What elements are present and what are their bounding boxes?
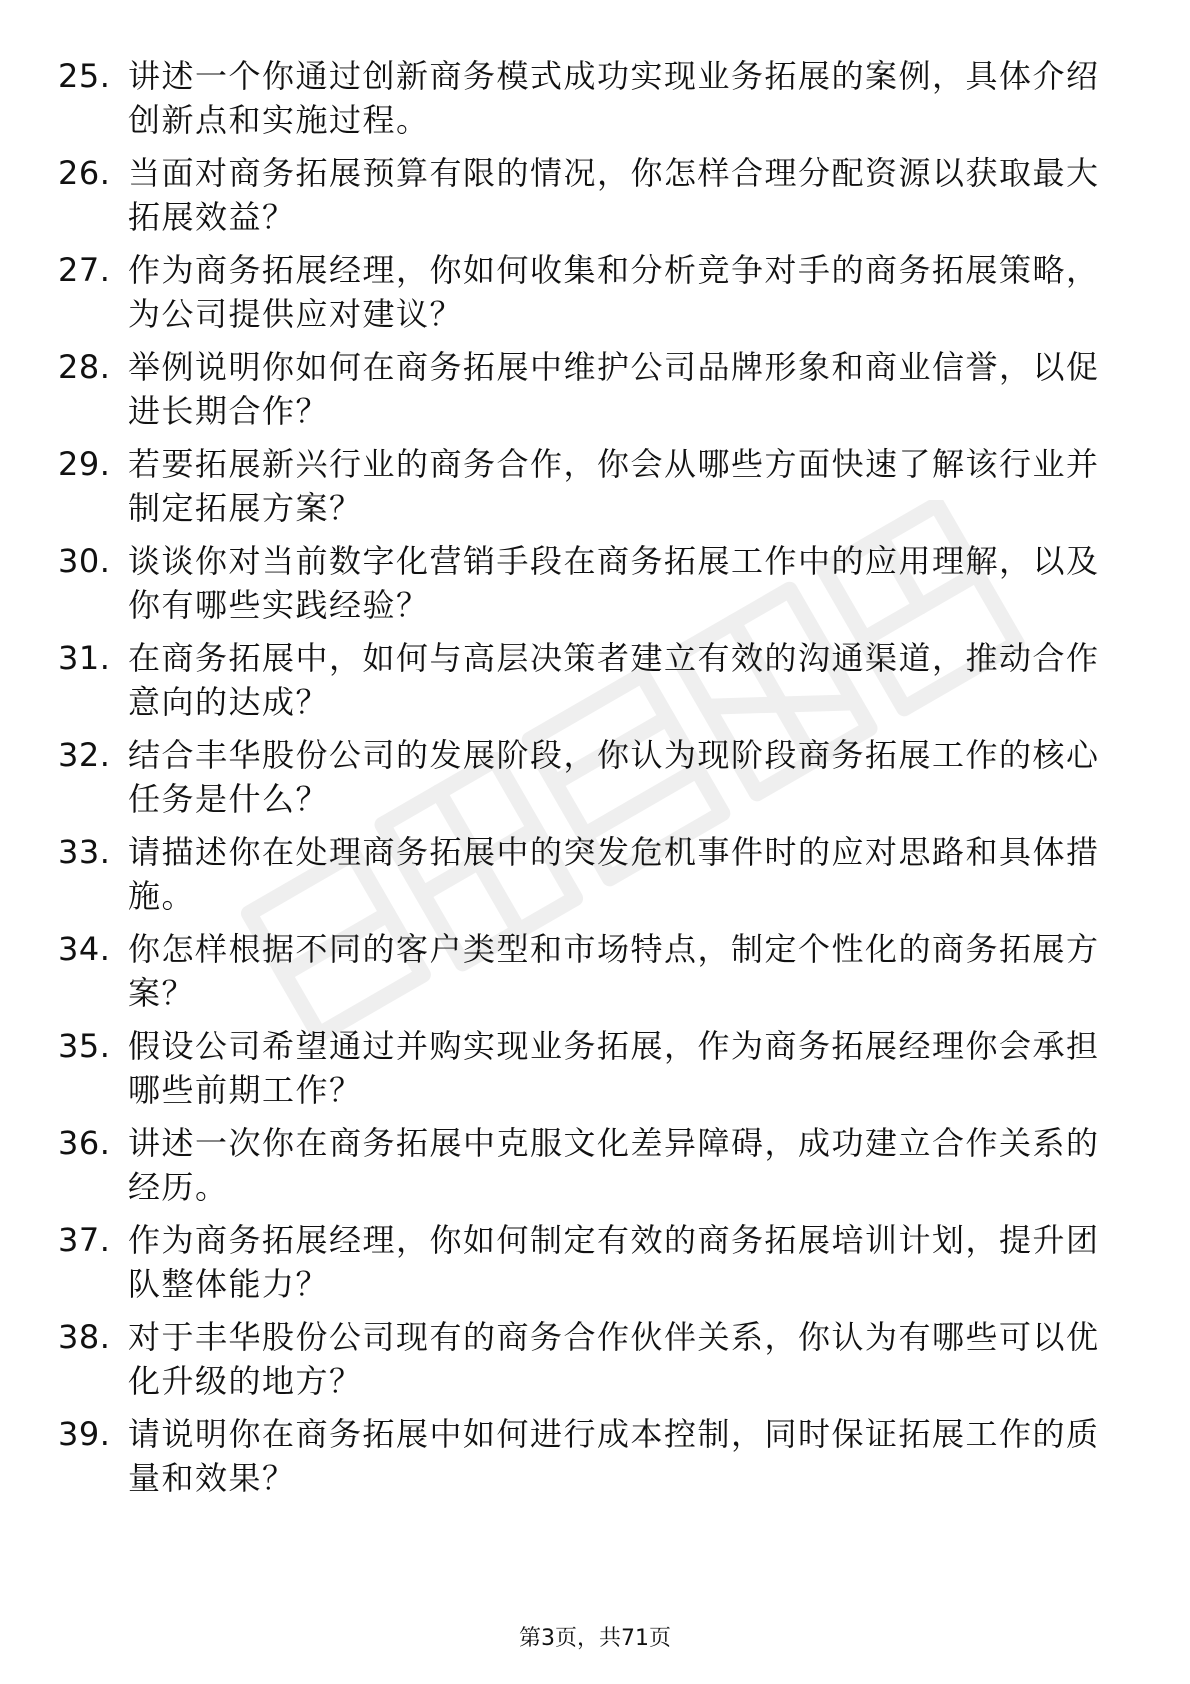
question-item: [58, 830, 1118, 927]
question-item: [58, 1315, 1118, 1412]
question-text: 作为商务拓展经理，你如何收集和分析竞争对手的商务拓展策略，为公司提供应对建议？: [128, 251, 1100, 333]
question-text: 请描述你在处理商务拓展中的突发危机事件时的应对思路和具体措施。: [128, 833, 1100, 915]
question-item: [58, 442, 1118, 539]
question-number: 33.: [58, 833, 111, 871]
question-text: 结合丰华股份公司的发展阶段，你认为现阶段商务拓展工作的核心任务是什么？: [128, 736, 1100, 818]
question-item: [58, 733, 1118, 830]
question-item: [58, 636, 1118, 733]
question-text: 你怎样根据不同的客户类型和市场特点，制定个性化的商务拓展方案？: [128, 930, 1100, 1012]
question-text: 若要拓展新兴行业的商务合作，你会从哪些方面快速了解该行业并制定拓展方案？: [128, 445, 1100, 527]
page-indicator: 第3页，共71页: [519, 1626, 671, 1651]
question-text: 讲述一个你通过创新商务模式成功实现业务拓展的案例，具体介绍创新点和实施过程。: [128, 57, 1100, 139]
question-text: 假设公司希望通过并购实现业务拓展，作为商务拓展经理你会承担哪些前期工作？: [128, 1027, 1100, 1109]
question-item: [58, 539, 1118, 636]
question-item: [58, 1121, 1118, 1218]
question-number: 36.: [58, 1124, 111, 1162]
question-item: [58, 151, 1118, 248]
question-item: [58, 54, 1118, 151]
page-footer: [0, 1624, 1190, 1654]
question-number: 39.: [58, 1415, 111, 1453]
question-item: [58, 1218, 1118, 1315]
question-text: 当面对商务拓展预算有限的情况，你怎样合理分配资源以获取最大拓展效益？: [128, 154, 1100, 236]
question-number: 31.: [58, 639, 111, 677]
question-item: [58, 1412, 1118, 1509]
question-number: 34.: [58, 930, 111, 968]
question-number: 37.: [58, 1221, 111, 1259]
question-text: 在商务拓展中，如何与高层决策者建立有效的沟通渠道，推动合作意向的达成？: [128, 639, 1100, 721]
question-number: 27.: [58, 251, 111, 289]
question-number: 30.: [58, 542, 111, 580]
question-item: [58, 248, 1118, 345]
question-text: 对于丰华股份公司现有的商务合作伙伴关系，你认为有哪些可以优化升级的地方？: [128, 1318, 1100, 1400]
question-number: 29.: [58, 445, 111, 483]
question-number: 38.: [58, 1318, 111, 1356]
question-text: 请说明你在商务拓展中如何进行成本控制，同时保证拓展工作的质量和效果？: [128, 1415, 1100, 1497]
question-item: [58, 345, 1118, 442]
question-number: 35.: [58, 1027, 111, 1065]
question-text: 举例说明你如何在商务拓展中维护公司品牌形象和商业信誉，以促进长期合作？: [128, 348, 1100, 430]
question-text: 讲述一次你在商务拓展中克服文化差异障碍，成功建立合作关系的经历。: [128, 1124, 1100, 1206]
question-number: 26.: [58, 154, 111, 192]
question-text: 作为商务拓展经理，你如何制定有效的商务拓展培训计划，提升团队整体能力？: [128, 1221, 1100, 1303]
question-text: 谈谈你对当前数字化营销手段在商务拓展工作中的应用理解，以及你有哪些实践经验？: [128, 542, 1100, 624]
question-number: 32.: [58, 736, 111, 774]
question-number: 28.: [58, 348, 111, 386]
question-list: [58, 54, 1118, 1509]
question-number: 25.: [58, 57, 111, 95]
question-item: [58, 1024, 1118, 1121]
question-item: [58, 927, 1118, 1024]
